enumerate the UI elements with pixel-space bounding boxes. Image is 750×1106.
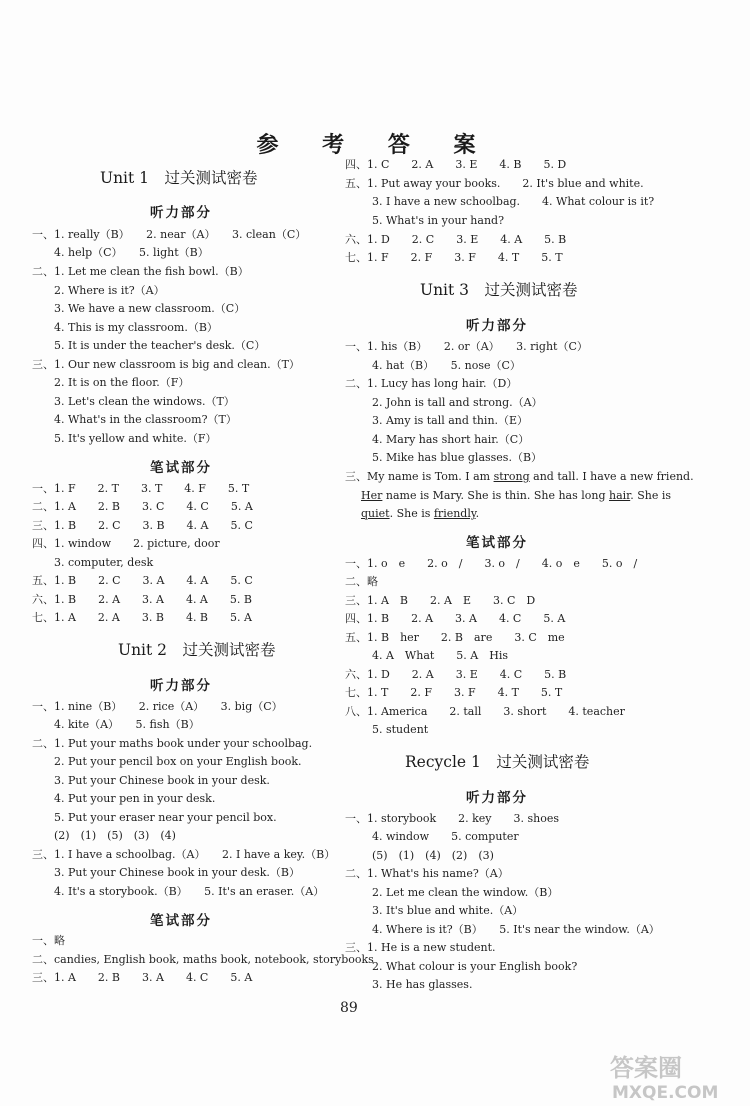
answer-line: 六、1. D 2. A 3. E 4. C 5. B	[345, 668, 567, 681]
answer-line: 四、1. C 2. A 3. E 4. B 5. D	[345, 158, 567, 171]
answer-line: 4. Put your pen in your desk.	[54, 792, 216, 805]
passage-line	[361, 489, 671, 503]
answer-line: 三、1. I have a schoolbag.（A） 2. I have a key.（B）	[32, 848, 336, 861]
answer-line: 4. What's in the classroom?（T）	[54, 413, 237, 426]
answer-line: 六、1. D 2. C 3. E 4. A 5. B	[345, 233, 567, 246]
answer-line: 5. It is under the teacher's desk.（C）	[54, 339, 266, 352]
answer-line: 4. Where is it?（B） 5. It's near the window.（A）	[372, 923, 660, 936]
answer-line: 三、1. A B 2. A E 3. C D	[345, 594, 536, 607]
passage-answer: friendly	[433, 507, 476, 520]
passage-text: .	[475, 507, 480, 520]
answer-line: 4. help（C） 5. light（B）	[54, 246, 209, 259]
passage-answer: quiet	[361, 507, 390, 520]
answer-line: 三、1. A 2. B 3. A 4. C 5. A	[32, 971, 253, 984]
answer-line: 三、1. B 2. C 3. B 4. A 5. C	[32, 519, 253, 532]
answer-line: 一、1. really（B） 2. near（A） 3. clean（C）	[32, 228, 307, 241]
answer-line: 3. Put your Chinese book in your desk.（B）	[54, 866, 301, 879]
passage-answer: Her	[361, 489, 383, 502]
answer-line: 二、1. Put your maths book under your schoolbag.	[32, 737, 313, 750]
unit3-title: Unit 3 过关测试密卷	[420, 281, 578, 299]
recycle1-title: Recycle 1 过关测试密卷	[405, 753, 590, 771]
passage-answer: strong	[493, 470, 530, 483]
answer-line: 二、1. Let me clean the fish bowl.（B）	[32, 265, 249, 278]
answer-line: 一、1. his（B） 2. or（A） 3. right（C）	[345, 340, 588, 353]
answer-line: 六、1. B 2. A 3. A 4. A 5. B	[32, 593, 252, 606]
answer-line: 3. Let's clean the windows.（T）	[54, 395, 235, 408]
answer-line: 2. Let me clean the window.（B）	[372, 886, 559, 899]
answer-line: (2) (1) (5) (3) (4)	[54, 829, 176, 842]
answer-line: 2. Where is it?（A）	[54, 284, 165, 297]
answer-line: 二、1. Lucy has long hair.（D）	[345, 377, 518, 390]
answer-line: 四、1. window 2. picture, door	[32, 537, 220, 550]
answer-line: 3. computer, desk	[54, 556, 154, 569]
answer-line: 3. Amy is tall and thin.（E）	[372, 414, 529, 427]
answer-line: 4. hat（B） 5. nose（C）	[372, 359, 521, 372]
answer-line: 二、candies, English book, maths book, notebook, storybooks	[32, 953, 374, 966]
answer-line: 5. Mike has blue glasses.（B）	[372, 451, 543, 464]
passage-answer: hair	[609, 489, 631, 502]
recycle1-listening-title: 听力部分	[466, 790, 528, 806]
answer-line: 5. It's yellow and white.（F）	[54, 432, 217, 445]
answer-line: 3. He has glasses.	[372, 978, 473, 991]
answer-line: 2. What colour is your English book?	[372, 960, 578, 973]
watermark-text: 答案圈	[610, 1054, 682, 1082]
passage-line	[345, 470, 694, 484]
unit1-listening-title: 听力部分	[150, 205, 212, 221]
answer-line: 4. This is my classroom.（B）	[54, 321, 218, 334]
passage-text: . She is	[389, 507, 434, 520]
answer-line: 3. I have a new schoolbag. 4. What colour is it?	[372, 195, 655, 208]
answer-line: 一、1. nine（B） 2. rice（A） 3. big（C）	[32, 700, 283, 713]
answer-line: 七、1. F 2. F 3. F 4. T 5. T	[345, 251, 563, 264]
passage-line	[361, 507, 479, 521]
unit2-title: Unit 2 过关测试密卷	[118, 641, 276, 659]
answer-line: 4. It's a storybook.（B） 5. It's an eraser.（A）	[54, 885, 325, 898]
watermark-logo	[604, 1046, 744, 1104]
answer-line: 五、1. B 2. C 3. A 4. A 5. C	[32, 574, 253, 587]
answer-line: 2. John is tall and strong.（A）	[372, 396, 543, 409]
answer-line: 5. What's in your hand?	[372, 214, 504, 227]
passage-text: . She is	[630, 489, 672, 502]
answer-line: 七、1. T 2. F 3. F 4. T 5. T	[345, 686, 563, 699]
passage-text: and tall. I have a new friend.	[529, 470, 694, 483]
page-title: 参 考 答 案	[256, 132, 494, 158]
answer-line: (5) (1) (4) (2) (3)	[372, 849, 494, 862]
unit1-writing-title: 笔试部分	[150, 460, 212, 476]
answer-line: 五、1. Put away your books. 2. It's blue and white.	[345, 177, 644, 190]
answer-line: 七、1. A 2. A 3. B 4. B 5. A	[32, 611, 252, 624]
answer-line: 五、1. B her 2. B are 3. C me	[345, 631, 565, 644]
answer-line: 4. window 5. computer	[372, 830, 519, 843]
answer-line: 3. It's blue and white.（A）	[372, 904, 524, 917]
answer-line: 5. Put your eraser near your pencil box.	[54, 811, 277, 824]
answer-line: 2. Put your pencil box on your English book.	[54, 755, 302, 768]
unit2-listening-title: 听力部分	[150, 678, 212, 694]
watermark-url: MXQE.COM	[612, 1083, 719, 1103]
answer-line: 四、1. B 2. A 3. A 4. C 5. A	[345, 612, 566, 625]
answer-line: 5. student	[372, 723, 429, 736]
answer-line: 4. A What 5. A His	[372, 649, 508, 662]
answer-line: 八、1. America 2. tall 3. short 4. teacher	[345, 705, 625, 718]
answer-line: 三、1. Our new classroom is big and clean.（T）	[32, 358, 300, 371]
passage-text: 三、My name is Tom. I am	[345, 470, 494, 483]
unit3-writing-title: 笔试部分	[466, 535, 528, 551]
answer-line: 二、1. A 2. B 3. C 4. C 5. A	[32, 500, 253, 513]
answer-line: 一、1. storybook 2. key 3. shoes	[345, 812, 559, 825]
answer-line: 2. It is on the floor.（F）	[54, 376, 190, 389]
answer-line: 3. We have a new classroom.（C）	[54, 302, 246, 315]
answer-line: 3. Put your Chinese book in your desk.	[54, 774, 270, 787]
answer-line: 三、1. He is a new student.	[345, 941, 496, 954]
page-number: 89	[340, 1000, 358, 1016]
answer-line: 二、略	[345, 575, 378, 588]
unit3-listening-title: 听力部分	[466, 318, 528, 334]
passage-text: name is Mary. She is thin. She has long	[382, 489, 609, 502]
answer-line: 一、略	[32, 934, 65, 947]
unit1-title: Unit 1 过关测试密卷	[100, 169, 258, 187]
answer-line: 4. Mary has short hair.（C）	[372, 433, 530, 446]
answer-line: 一、1. F 2. T 3. T 4. F 5. T	[32, 482, 250, 495]
unit2-writing-title: 笔试部分	[150, 913, 212, 929]
answer-line: 4. kite（A） 5. fish（B）	[54, 718, 200, 731]
answer-line: 二、1. What's his name?（A）	[345, 867, 509, 880]
answer-line: 一、1. o e 2. o / 3. o / 4. o e 5. o /	[345, 557, 638, 570]
